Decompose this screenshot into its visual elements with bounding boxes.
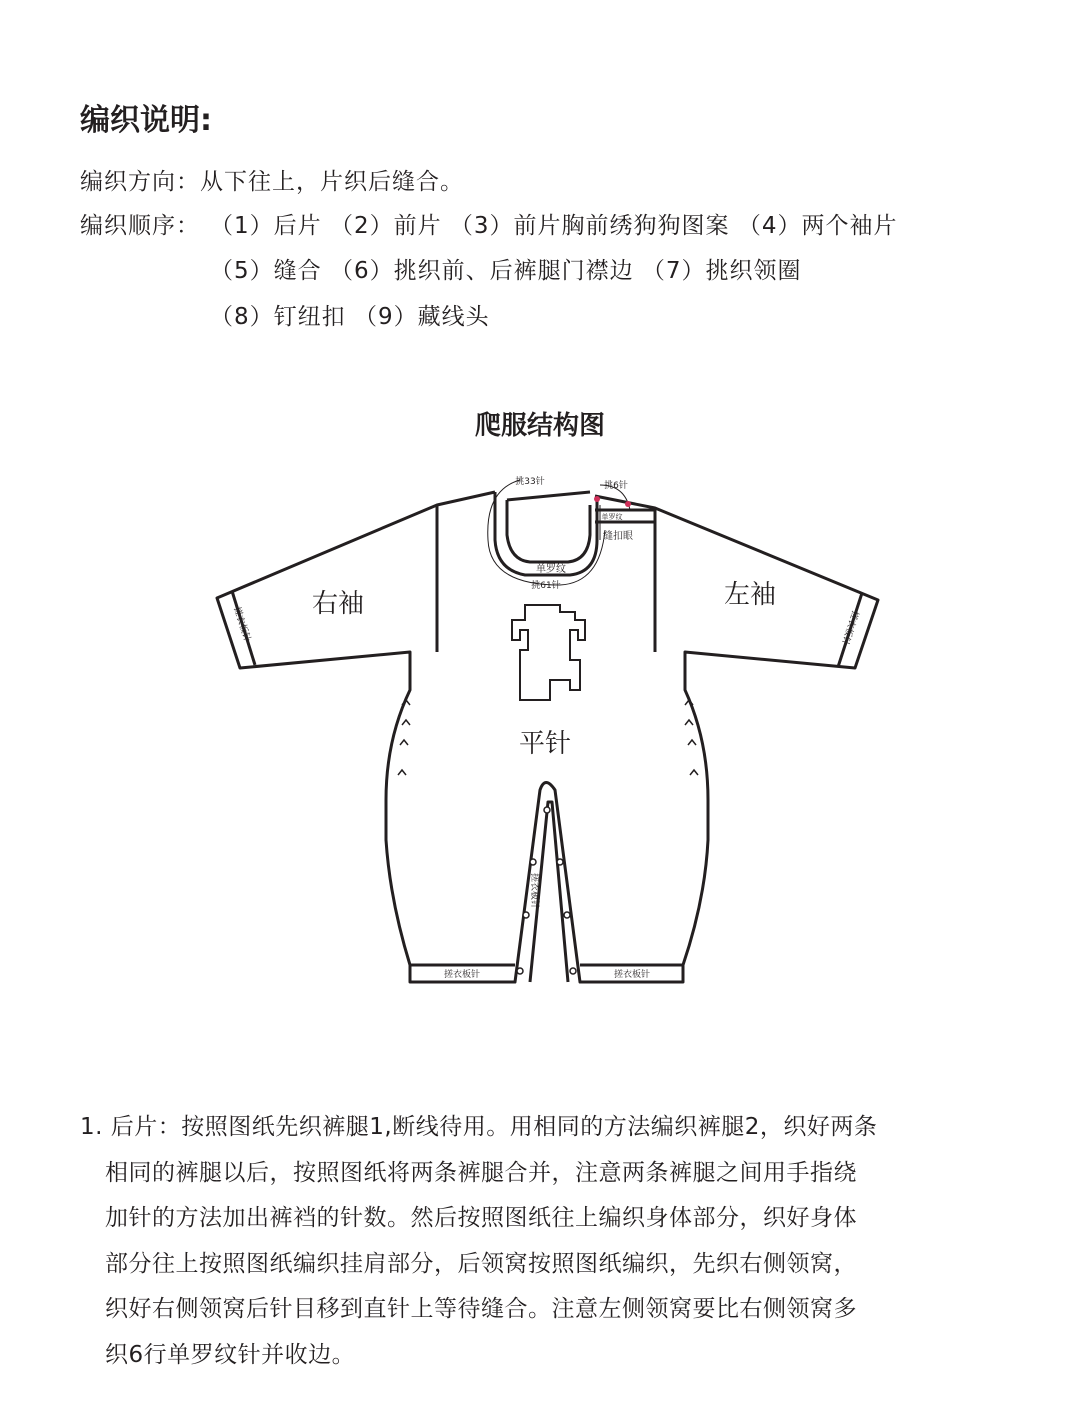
para-line-2: 相同的裤腿以后，按照图纸将两条裤腿合并，注意两条裤腿之间用手指绕 [105,1159,857,1186]
body-stitch-label: 平针 [518,729,572,759]
pick33-label: 挑33针 [515,477,545,487]
pick6-label: 挑6针 [604,481,628,491]
left-sleeve-label: 左袖 [723,580,777,610]
para-line-5: 织好右侧领窝后针目移到直针上等待缝合。注意左侧领窝要比右侧领窝多 [105,1296,857,1322]
back-piece-instructions [80,1105,1020,1378]
right-sleeve-label: 右袖 [311,589,365,619]
pick61-label: 挑61针 [531,581,561,591]
order-line-1: （1）后片 （2）前片 （3）前片胸前绣狗狗图案 （4）两个袖片 [210,213,898,239]
small-rib-label: 单罗纹 [601,513,623,521]
para-line-3: 加针的方法加出裤裆的针数。然后按照图纸往上编织身体部分，织好身体 [105,1205,857,1231]
left-cuff-label: 搓衣板针 [839,609,860,647]
right-cuff-label: 搓衣板针 [231,605,252,644]
dog-motif [512,605,585,700]
buttonhole-label: 缝扣眼 [603,531,633,542]
direction-label: 编织方向： [80,169,200,195]
rib-label: 单罗纹 [536,564,566,575]
instructions-heading: 编织说明: [80,103,212,138]
left-leg-band-label: 搓衣板针 [443,970,481,980]
order-line-2: （5）缝合 （6）挑织前、后裤腿门襟边 （7）挑织领圈 [210,258,802,284]
para-line-6: 织6行单罗纹针并收边。 [105,1341,356,1368]
placket-label: 搓衣板针 [529,873,539,910]
right-leg-band-label: 搓衣板针 [613,970,651,980]
order-line-3: （8）钉纽扣 （9）藏线头 [210,304,490,330]
para-line-4: 部分往上按照图纸编织挂肩部分，后领窝按照图纸编织，先织右侧领窝， [105,1250,857,1277]
direction-value: 从下往上，片织后缝合。 [200,169,464,195]
para-line-1: 1. 后片：按照图纸先织裤腿1,断线待用。用相同的方法编织裤腿2，织好两条 [80,1114,878,1140]
diagram-title: 爬服结构图 [474,411,605,441]
order-label: 编织顺序： [80,213,200,239]
